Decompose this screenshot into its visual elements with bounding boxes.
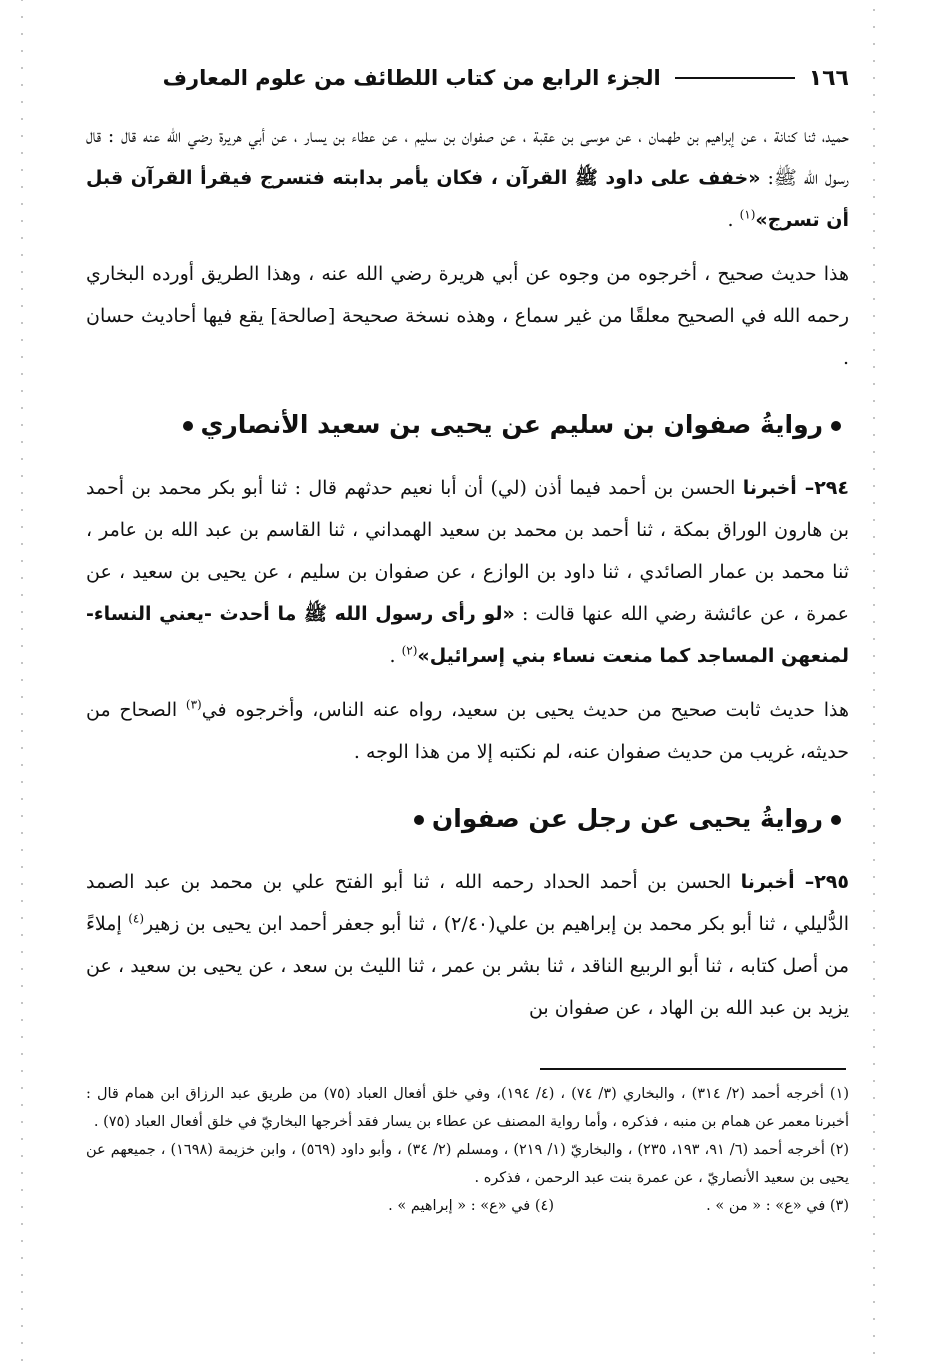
footnote-ref-2[interactable]: (٢) (401, 643, 418, 658)
footnote-4: (٤) في «ع» : « إبراهيم » . (388, 1198, 554, 1214)
footnote-3: (٣) في «ع» : « من » . (706, 1198, 849, 1214)
scan-dot (873, 910, 875, 912)
scan-dot (21, 662, 23, 664)
scan-dot (873, 1182, 875, 1184)
scan-dot (873, 77, 875, 79)
scan-dot (873, 213, 875, 215)
scan-dot (873, 179, 875, 181)
scan-dot (873, 859, 875, 861)
scan-dot (21, 1274, 23, 1276)
scan-dot (21, 730, 23, 732)
scan-dot (873, 1012, 875, 1014)
scan-dot (873, 893, 875, 895)
scan-dot (21, 1257, 23, 1259)
scan-dot (873, 43, 875, 45)
scan-dot (873, 434, 875, 436)
bullet-icon (414, 815, 424, 825)
footnote-separator (540, 1068, 846, 1070)
scan-dot (873, 536, 875, 538)
scan-dot (873, 995, 875, 997)
scan-dot (21, 1240, 23, 1242)
scan-dot (21, 764, 23, 766)
scan-dot (873, 791, 875, 793)
scan-dot (873, 196, 875, 198)
scan-dot (21, 237, 23, 239)
footnote-2: (٢) أخرجه أحمد (٦/ ٩١، ١٩٣، ٢٣٥) ، والبخاريّ (١/ ٢١٩) ، ومسلم (٢/ ٣٤) ، وأبو داود (٥٦٩) ، وابن خزيمة (١٦٩٨) ، جميعهم عن يحيى بن سعيد الأنصاريّ ، عن عمرة بنت عبد الرحمن ، فذكره . (86, 1142, 850, 1186)
scan-dot (873, 26, 875, 28)
scan-dot (21, 696, 23, 698)
scan-dot (873, 519, 875, 521)
scan-dot (873, 842, 875, 844)
section-heading-2 (86, 799, 849, 839)
scan-dot (21, 1070, 23, 1072)
scan-dot (21, 1342, 23, 1344)
scan-dot (21, 560, 23, 562)
scan-dot (21, 33, 23, 35)
footnote-ref-1[interactable]: (١) (739, 207, 756, 222)
scan-dot (21, 849, 23, 851)
scan-dot (21, 67, 23, 69)
scan-dot (873, 1097, 875, 1099)
scan-dot (21, 917, 23, 919)
scan-dot (21, 271, 23, 273)
isnad-294: الحسن بن أحمد فيما أذن (لي) أن أبا نعيم حدثهم قال : ثنا أبو بكر محمد بن أحمد بن هارون الوراق بمكة ، ثنا أحمد بن محمد بن سعيد الهمداني ، ثنا القاسم بن عبد الله بن عامر ، ثنا محمد بن عمار الصائدي ، ثنا داود بن الوازع ، عن صفوان بن سليم ، عن يحيى بن سعيد ، عن عمرة ، عن عائشة رضي الله عنها قالت : (86, 477, 849, 625)
scan-dot (21, 492, 23, 494)
scan-dot (21, 815, 23, 817)
footnotes (86, 1080, 849, 1220)
scan-dot (873, 1301, 875, 1303)
scan-dot (21, 611, 23, 613)
scan-dot (873, 451, 875, 453)
scan-dot (873, 570, 875, 572)
footnote-1: (١) أخرجه أحمد (٢/ ٣١٤) ، والبخاري (٣/ ٧٤) ، (٤/ ١٩٤)، وفي خلق أفعال العباد (٧٥) من طريق عبد الرزاق ابن همام قال : أخبرنا معمر عن همام بن منبه ، فذكره ، وأما رواية المصنف عن عطاء بن يسار فقد أخرجها البخاريّ في خلق أفعال العباد (٧٥) . (86, 1086, 850, 1130)
scan-dot (873, 689, 875, 691)
hadith-entry-295 (86, 861, 849, 1029)
scan-dot (873, 876, 875, 878)
scan-dot (873, 366, 875, 368)
bullet-icon (831, 815, 841, 825)
scan-dot (21, 577, 23, 579)
scan-dot (873, 978, 875, 980)
running-title: الجزء الرابع من كتاب اللطائف من علوم المعارف (162, 66, 661, 90)
paragraph-4-text-b: الصحاح من حديثه، غريب من حديث صفوان عنه، لم نكتبه إلا من هذا الوجه . (86, 699, 849, 763)
scan-dot (21, 118, 23, 120)
scan-dot (873, 553, 875, 555)
scan-dot (873, 757, 875, 759)
scan-dot (21, 441, 23, 443)
scan-dot (21, 203, 23, 205)
scan-dot (21, 1223, 23, 1225)
scan-dot (873, 230, 875, 232)
main-text (86, 115, 849, 1029)
scan-dot (21, 628, 23, 630)
scan-dot (21, 1019, 23, 1021)
page-number: ١٦٦ (808, 65, 849, 91)
scan-dot (873, 162, 875, 164)
paragraph-1 (86, 115, 849, 241)
section-heading-1-text: روايةُ صفوان بن سليم عن يحيى بن سعيد الأنصاري (200, 410, 823, 439)
hadith-entry-294-end: . (389, 645, 402, 667)
scan-dot (873, 9, 875, 11)
scan-dot (873, 264, 875, 266)
scan-dot (873, 621, 875, 623)
scan-dot (873, 145, 875, 147)
scan-dot (873, 1284, 875, 1286)
scan-dot (873, 298, 875, 300)
scan-dot (21, 1053, 23, 1055)
scan-dot (21, 101, 23, 103)
scan-dot (21, 645, 23, 647)
scan-dot (21, 866, 23, 868)
scan-dot (21, 390, 23, 392)
scan-dot (21, 458, 23, 460)
footnote-ref-4[interactable]: (٤) (128, 911, 145, 926)
scan-dot (21, 1189, 23, 1191)
scan-dot (873, 672, 875, 674)
scan-dot (21, 934, 23, 936)
scan-dot (21, 475, 23, 477)
scan-dot (873, 740, 875, 742)
scan-dot (873, 128, 875, 130)
hadith-entry-294 (86, 467, 849, 677)
scan-dot (21, 1291, 23, 1293)
scan-dot (21, 1036, 23, 1038)
scan-dot (21, 1172, 23, 1174)
scan-dot (21, 16, 23, 18)
scan-dot (873, 1165, 875, 1167)
isnad-295-b: إملاءً من أصل كتابه ، ثنا أبو الربيع الناقد ، ثنا بشر بن عمر ، ثنا الليث بن سعد ، عن يحيى بن سعيد ، عن يزيد بن عبد الله بن الهاد ، عن صفوان بن (86, 913, 849, 1019)
footnote-spacer (86, 1192, 236, 1220)
scan-dot (873, 1250, 875, 1252)
scan-dot (873, 247, 875, 249)
scan-dot (873, 1029, 875, 1031)
scan-dot (873, 723, 875, 725)
scan-dot (873, 111, 875, 113)
scan-dot (21, 169, 23, 171)
scan-dot (873, 1080, 875, 1082)
scan-dot (873, 927, 875, 929)
scan-dot (21, 220, 23, 222)
footnotes-3-4 (86, 1192, 849, 1220)
scan-dot (873, 604, 875, 606)
scan-dot (873, 1233, 875, 1235)
hadith-label: – أخبرنا (742, 477, 815, 499)
scan-dot (873, 1148, 875, 1150)
header-rule (675, 77, 795, 79)
scan-dot (21, 373, 23, 375)
scan-dot (21, 288, 23, 290)
paragraph-1-text: حميد، ثنا كنانة ، عن إبراهيم بن طهمان ، عن موسى بن عقبة ، عن صفوان بن سليم ، عن عطاء بن يسار ، عن أبي هريرة رضي الله عنه قال : قال رسول الله ﷺ: (86, 125, 849, 189)
scan-dot (873, 944, 875, 946)
scan-dot (21, 951, 23, 953)
footnote-ref-3[interactable]: (٣) (185, 697, 202, 712)
scan-dot (21, 713, 23, 715)
scan-dot (873, 281, 875, 283)
scan-dot (873, 502, 875, 504)
scan-dot (873, 468, 875, 470)
scan-dot (21, 747, 23, 749)
scan-dot (21, 407, 23, 409)
scan-dot (873, 638, 875, 640)
scan-dot (873, 706, 875, 708)
scan-dot (21, 1138, 23, 1140)
scan-dot (873, 94, 875, 96)
scan-dot (873, 774, 875, 776)
bullet-icon (183, 421, 193, 431)
scan-dot (21, 1104, 23, 1106)
hadith-label: – أخبرنا (740, 871, 815, 893)
hadith-number-295: ٢٩٥ (814, 871, 849, 893)
scan-dot (21, 50, 23, 52)
scan-dot (873, 1063, 875, 1065)
scan-dot (873, 383, 875, 385)
scan-dot (21, 424, 23, 426)
scan-dot (21, 985, 23, 987)
scan-dot (873, 332, 875, 334)
scan-dot (21, 1002, 23, 1004)
scan-dot (873, 1318, 875, 1320)
scan-dot (21, 152, 23, 154)
scan-dot (873, 400, 875, 402)
scan-dot (21, 1155, 23, 1157)
scan-dot (21, 900, 23, 902)
scan-dot (21, 305, 23, 307)
scan-dot (873, 1131, 875, 1133)
scan-dot (21, 339, 23, 341)
scan-dot (21, 1308, 23, 1310)
scan-dot (21, 526, 23, 528)
scan-dot (873, 1046, 875, 1048)
scan-dot (21, 135, 23, 137)
scan-dot (21, 1087, 23, 1089)
page-header (80, 58, 849, 98)
scan-dot (873, 1267, 875, 1269)
scan-dot (873, 825, 875, 827)
scan-dot (21, 254, 23, 256)
scan-dot (873, 60, 875, 62)
scan-dot (21, 1325, 23, 1327)
scan-dot (21, 322, 23, 324)
scan-dot (873, 961, 875, 963)
hadith-2: «لو رأى رسول الله ﷺ ما أحدث -يعني النساء- لمنعهن المساجد كما منعت نساء بني إسرائيل» (86, 603, 849, 667)
scan-dot (873, 655, 875, 657)
scan-dot (873, 1114, 875, 1116)
scan-dot (21, 883, 23, 885)
scan-dot (873, 315, 875, 317)
bullet-icon (831, 421, 841, 431)
scan-dot (873, 1335, 875, 1337)
scan-dot (21, 679, 23, 681)
scan-dot (21, 798, 23, 800)
hadith-number-294: ٢٩٤ (814, 477, 849, 499)
scan-dot (873, 485, 875, 487)
scan-dot (21, 509, 23, 511)
scan-dot (873, 417, 875, 419)
section-heading-2-text: روايةُ يحيى عن رجل عن صفوان (431, 804, 823, 833)
paragraph-4 (86, 689, 849, 773)
paragraph-1-end: . (727, 209, 740, 231)
paragraph-4-text-a: هذا حديث ثابت صحيح من حديث يحيى بن سعيد، رواه عنه الناس، وأخرجوه في (201, 699, 849, 721)
isnad-295-a: الحسن بن أحمد الحداد رحمه الله ، ثنا أبو الفتح علي بن محمد بن عبد الصمد الدُّليلي ، ثنا أبو بكر محمد بن إبراهيم بن علي(٢/٤٠) ، ثنا أبو جعفر أحمد ابن يحيى بن زهير (86, 871, 849, 935)
scan-dot (21, 781, 23, 783)
scan-dot (21, 0, 23, 1)
scan-dot (873, 1199, 875, 1201)
scan-dot (873, 349, 875, 351)
section-heading-1 (86, 405, 849, 445)
scan-dot (21, 186, 23, 188)
scan-dot (21, 968, 23, 970)
scan-dot (873, 1216, 875, 1218)
scan-dot (21, 84, 23, 86)
paragraph-2: هذا حديث صحيح ، أخرجوه من وجوه عن أبي هريرة رضي الله عنه ، وهذا الطريق أورده البخاري رحمه الله في الصحيح معلقًا من غير سماع ، وهذه نسخة صحيحة [صالحة] يقع فيها أحاديث حسان . (86, 263, 849, 369)
scan-dot (873, 587, 875, 589)
hadith-1: «خفف على داود ﷺ القرآن ، فكان يأمر بدابته فتسرج فيقرأ القرآن قبل أن تسرج» (86, 167, 849, 231)
scan-dot (873, 808, 875, 810)
scan-dot (21, 356, 23, 358)
scan-dot (21, 543, 23, 545)
scan-dot (21, 594, 23, 596)
scan-dot (21, 1206, 23, 1208)
scan-dot (21, 1121, 23, 1123)
scan-dot (21, 832, 23, 834)
scan-dot (873, 1352, 875, 1354)
